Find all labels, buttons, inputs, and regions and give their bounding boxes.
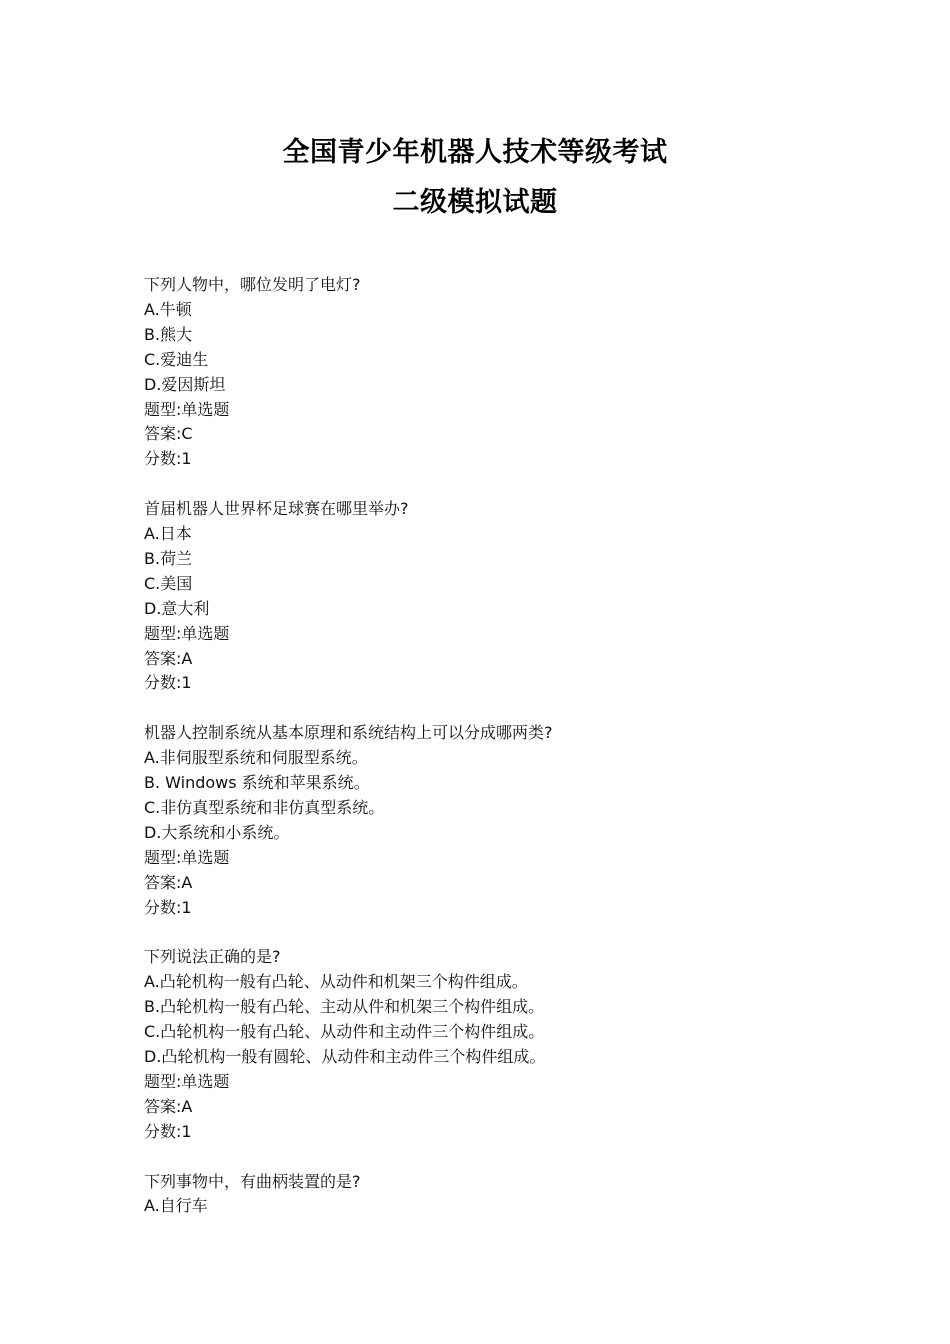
question-type: 题型:单选题 xyxy=(144,1071,230,1091)
option-a: A.日本 xyxy=(144,524,192,544)
option-b: B.凸轮机构一般有凸轮、主动从件和机架三个构件组成。 xyxy=(144,997,545,1017)
option-a: A.牛顿 xyxy=(144,299,192,319)
question-type: 题型:单选题 xyxy=(144,399,230,419)
option-b: B. Windows 系统和苹果系统。 xyxy=(144,773,370,793)
option-a: A.凸轮机构一般有凸轮、从动件和机架三个构件组成。 xyxy=(144,972,528,992)
option-c: C.非仿真型系统和非仿真型系统。 xyxy=(144,798,385,817)
question-stem: 下列人物中，哪位发明了电灯? xyxy=(144,275,361,294)
title-line-1: 全国青少年机器人技术等级考试 xyxy=(282,137,668,168)
option-c: C.美国 xyxy=(144,573,193,593)
option-d: D.大系统和小系统。 xyxy=(144,822,290,842)
title-line-2: 二级模拟试题 xyxy=(392,187,558,218)
option-c: C.爱迪生 xyxy=(144,349,209,369)
question-type: 题型:单选题 xyxy=(144,623,230,643)
question-stem: 下列说法正确的是? xyxy=(144,947,281,967)
document-title xyxy=(0,128,950,228)
option-d: D.爱因斯坦 xyxy=(144,374,226,394)
question-score: 分数:1 xyxy=(144,897,192,917)
question-score: 分数:1 xyxy=(144,449,192,469)
option-a: A.自行车 xyxy=(144,1196,208,1216)
option-b: B.熊大 xyxy=(144,324,193,344)
question-answer: 答案:C xyxy=(144,424,193,444)
question-stem: 首届机器人世界杯足球赛在哪里举办? xyxy=(144,499,409,519)
question-score: 分数:1 xyxy=(144,1121,192,1141)
question-type: 题型:单选题 xyxy=(144,847,230,867)
question-3 xyxy=(144,721,844,920)
question-answer: 答案:A xyxy=(144,872,193,892)
option-c: C.凸轮机构一般有凸轮、从动件和主动件三个构件组成。 xyxy=(144,1022,545,1042)
question-list xyxy=(144,273,844,1244)
question-answer: 答案:A xyxy=(144,1096,193,1116)
question-5 xyxy=(144,1170,844,1220)
question-score: 分数:1 xyxy=(144,673,192,693)
option-b: B.荷兰 xyxy=(144,548,193,568)
question-stem: 机器人控制系统从基本原理和系统结构上可以分成哪两类? xyxy=(144,723,553,743)
option-d: D.意大利 xyxy=(144,598,210,618)
question-1 xyxy=(144,273,844,472)
question-stem: 下列事物中，有曲柄装置的是? xyxy=(144,1171,361,1191)
option-d: D.凸轮机构一般有圆轮、从动件和主动件三个构件组成。 xyxy=(144,1047,546,1067)
question-2 xyxy=(144,497,844,696)
option-a: A.非伺服型系统和伺服型系统。 xyxy=(144,748,368,768)
question-answer: 答案:A xyxy=(144,648,193,668)
question-4 xyxy=(144,945,844,1144)
